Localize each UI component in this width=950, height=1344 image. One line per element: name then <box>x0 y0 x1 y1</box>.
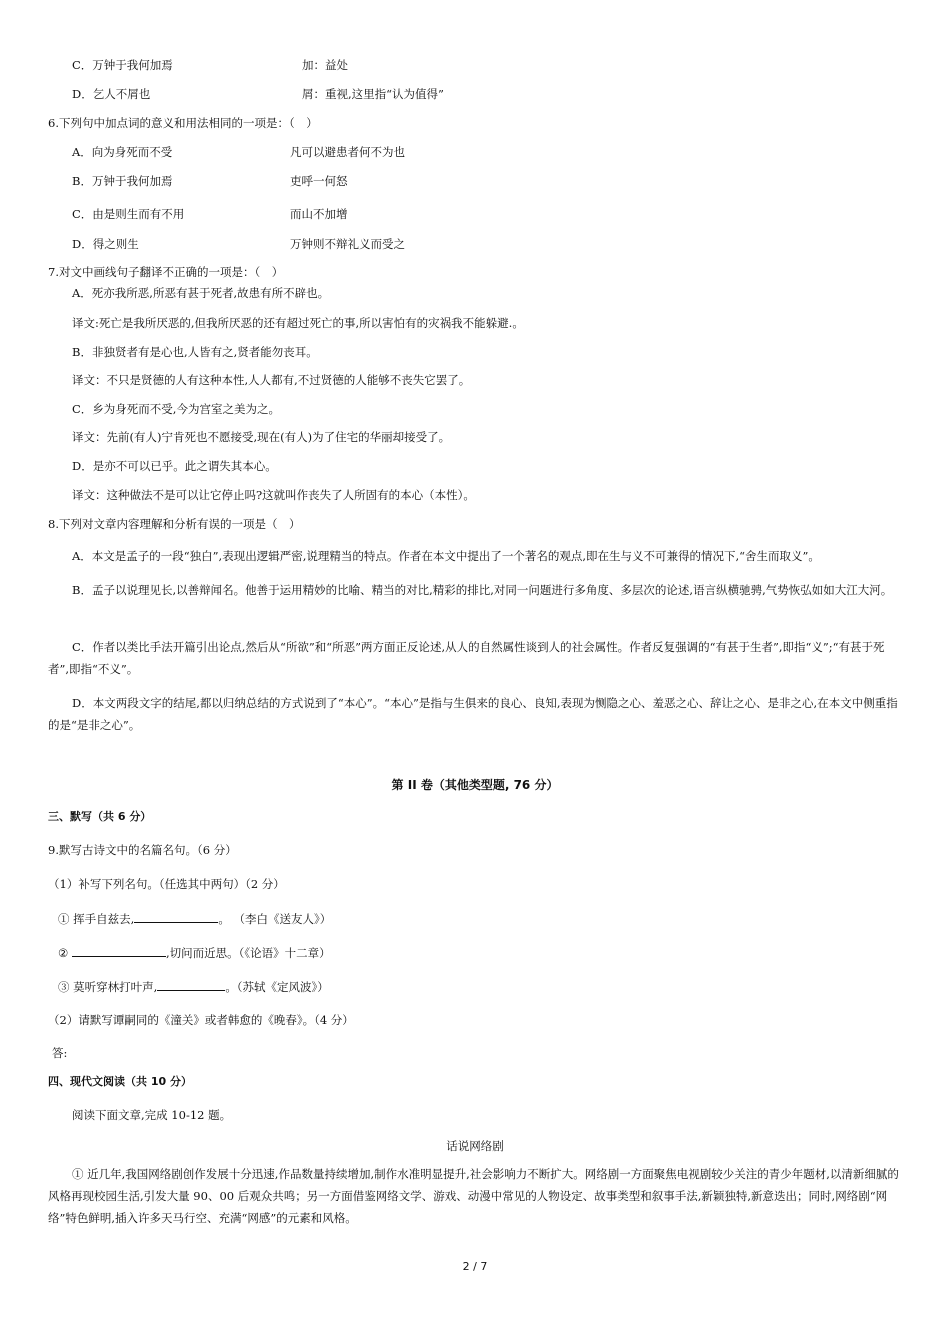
q9-part1: （1）补写下列名句。（任选其中两句）（2 分） <box>48 877 285 891</box>
q8-option-c: C．作者以类比手法开篇引出论点,然后从“所欲”和“所恶”两方面正反论述,从人的自然属性谈到人的社会属性。作者反复强调的“有甚于生者”,即指“义”;“有甚于死者”,即指“不义”。 <box>48 640 885 676</box>
q8-stem: 8.下列对文章内容理解和分析有误的一项是（ ） <box>48 517 301 531</box>
q7-option-b-translation: 译文：不只是贤德的人有这种本性,人人都有,不过贤德的人能够不丧失它罢了。 <box>72 373 471 387</box>
article-title: 话说网络剧 <box>446 1139 504 1153</box>
q7-option-c: C．乡为身死而不受,今为宫室之美为之。 <box>72 402 280 416</box>
q5-option-c-gloss: 加：益处 <box>302 58 348 72</box>
q5-option-d-gloss: 屑：重视,这里指“认为值得” <box>302 87 444 101</box>
section4-heading: 四、现代文阅读（共 10 分） <box>48 1075 192 1088</box>
q6-option-a-pair: 凡可以避患者何不为也 <box>290 145 405 159</box>
q6-option-c: C．由是则生而有不用 <box>72 207 185 221</box>
q8-option-b: B．孟子以说理见长,以善辩闻名。他善于运用精妙的比喻、精当的对比,精彩的排比,对同一问题进行多角度、多层次的论述,语言纵横驰骋,气势恢弘如如大江大河。 <box>72 583 893 597</box>
q6-stem: 6.下列句中加点词的意义和用法相同的一项是：（ ） <box>48 116 318 130</box>
q6-option-c-pair: 而山不加增 <box>290 207 348 221</box>
q9-part2: （2）请默写谭嗣同的《潼关》或者韩愈的《晚春》。（4 分） <box>48 1013 354 1027</box>
q5-option-c: C．万钟于我何加焉 <box>72 58 173 72</box>
q8-option-a: A．本文是孟子的一段“独白”,表现出逻辑严密,说理精当的特点。作者在本文中提出了一个著名的观点,即在生与义不可兼得的情况下,“舍生而取义”。 <box>72 549 820 563</box>
q7-option-d: D．是亦不可以已乎。此之谓失其本心。 <box>72 459 277 473</box>
q6-option-b: B．万钟于我何加焉 <box>72 174 173 188</box>
q7-option-b: B．非独贤者有是心也,人皆有之,贤者能勿丧耳。 <box>72 345 318 359</box>
reading-instruction: 阅读下面文章,完成 10-12 题。 <box>72 1108 232 1122</box>
blank-2[interactable] <box>72 945 166 957</box>
blank-1[interactable] <box>134 911 218 923</box>
q7-option-a-translation: 译文:死亡是我所厌恶的,但我所厌恶的还有超过死亡的事,所以害怕有的灾祸我不能躲避.。 <box>72 316 524 330</box>
q6-option-d-pair: 万钟则不辩礼义而受之 <box>290 237 405 251</box>
q6-option-d: D．得之则生 <box>72 237 139 251</box>
fill-line-1: ① 挥手自兹去, 。 （李白《送友人》） <box>58 912 332 926</box>
q8-option-d: D．本文两段文字的结尾,都以归纳总结的方式说到了“本心”。“本心”是指与生俱来的良心、良知,表现为恻隐之心、羞恶之心、辞让之心、是非之心,在本文中侧重指的是“是非之心”。 <box>48 696 898 732</box>
fill-line-3: ③ 莫听穿林打叶声, 。（苏轼《定风波》） <box>58 980 329 994</box>
article-paragraph-1: ① 近几年,我国网络剧创作发展十分迅速,作品数量持续增加,制作水准明显提升,社会影响力不断扩大。网络剧一方面聚焦电视剧较少关注的青少年题材,以清新细腻的风格再现校园生活,引发大量 90、00 后观众共鸣；另一方面借鉴网络文学、游戏、动漫中常见的人物设定、故事类型和叙事手法,新颖独特,新意迭出；同时,网络剧“网络”特色鲜明,插入许多天马行空、充满“网感”的元素和风格。 <box>48 1167 899 1225</box>
q7-stem: 7.对文中画线句子翻译不正确的一项是：（ ） <box>48 265 284 279</box>
q5-option-d: D．乞人不屑也 <box>72 87 151 101</box>
q6-option-b-pair: 吏呼一何怒 <box>290 174 348 188</box>
answer-label: 答: <box>52 1046 68 1060</box>
fill-line-2: ② ,切问而近思。（《论语》十二章） <box>58 946 331 960</box>
q7-option-c-translation: 译文：先前(有人)宁肯死也不愿接受,现在(有人)为了住宅的华丽却接受了。 <box>72 430 451 444</box>
page-number: 2 / 7 <box>462 1260 488 1273</box>
q7-option-a: A．死亦我所恶,所恶有甚于死者,故患有所不辟也。 <box>72 286 330 300</box>
q6-option-a: A．向为身死而不受 <box>72 145 173 159</box>
q9-stem: 9.默写古诗文中的名篇名句。（6 分） <box>48 843 237 857</box>
blank-3[interactable] <box>157 979 225 991</box>
q7-option-d-translation: 译文：这种做法不是可以让它停止吗?这就叫作丧失了人所固有的本心（本性）。 <box>72 488 475 502</box>
section3-heading: 三、默写（共 6 分） <box>48 810 152 823</box>
part2-title: 第 II 卷（其他类型题, 76 分） <box>391 778 559 792</box>
